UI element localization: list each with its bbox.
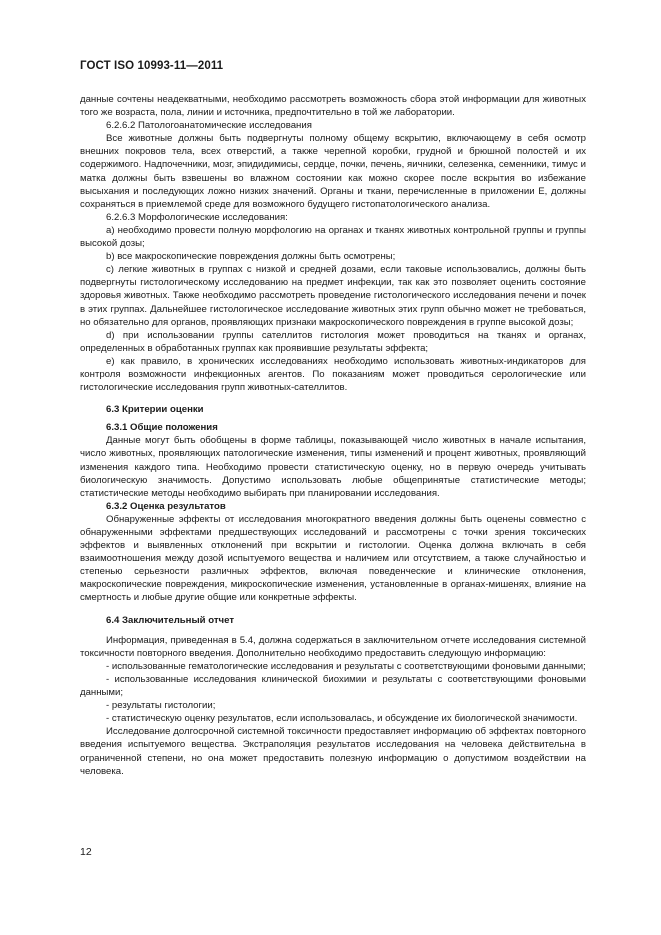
list-item: - статистическую оценку результатов, если использовалась, и обсуждение их биологической значимости. (106, 713, 578, 725)
paragraph: Обнаруженные эффекты от исследования многократного введения должны быть оценены совместно с обнаруженными эффектами предшествующих исследований и рассмотрены с точки зрения токсических эффектов и выявленных отклонений при вскрытии и гистологии. Оценка должна включать в себя взаимоотношения между дозой испытуемого вещества и наличием или отсутствием, а также случайностью и степенью серьезности различных эффектов, включая поведенческие и клинические отклонения, макроскопические повреждения, микроскопические изменения, установленные в органах-мишенях, влияние на смертность и любые другие общие или конкретные эффекты. (80, 513, 586, 604)
list-item: - результаты гистологии; (106, 700, 216, 712)
document-body (80, 93, 586, 778)
document-header: ГОСТ ISO 10993-11—2011 (80, 60, 224, 72)
section-heading: 6.3 Критерии оценки (106, 404, 204, 416)
list-item: b) все макроскопические повреждения должны быть осмотрены; (106, 251, 396, 263)
paragraph: Все животные должны быть подвергнуты полному общему вскрытию, включающему в себя осмотр внешних покровов тела, всех отверстий, а также черепной коробки, грудной и брюшной полостей и их содержимого. Надпочечники, мозг, эпидидимисы, сердце, почки, печень, яичники, селезенка, семенники, тимус и матка должны быть взвешены во влажном состоянии как можно скорее после вскрытия во избежание высыхания и последующих ложно низких значений. Органы и ткани, перечисленные в приложении Е, должны сохраняться в приемлемой среде для возможного будущего гистопатологического анализа. (80, 133, 586, 210)
list-item: а) необходимо провести полную морфологию на органах и тканях животных контрольной группы и группы высокой дозы; (80, 224, 586, 250)
list-item: с) легкие животных в группах с низкой и средней дозами, если таковые использовались, должны быть подвергнуты гистологическому исследованию на предмет инфекции, так как это позволяет оценить состояние здоровья животных. Также необходимо рассмотреть проведение гистологического исследования печени и почек в этих группах. Дальнейшее гистологическое исследование животных этих групп обычно может не требоваться, но обязательно для органов, проявляющих признаки макроскопического повреждения в группе высокой дозы; (80, 264, 586, 328)
list-item: d) при использовании группы сателлитов гистология может проводиться на тканях и органах, определенных в обработанных группах как проявившие результаты эффекта; (80, 329, 586, 354)
page-number: 12 (80, 846, 92, 858)
paragraph: данные сочтены неадекватными, необходимо рассмотреть возможность сбора этой информации для животных того же возраста, пола, линии и источника, предпочтительно в той же лаборатории. (80, 94, 586, 119)
section-heading: 6.2.6.3 Морфологические исследования: (106, 211, 288, 223)
paragraph: Данные могут быть обобщены в форме таблицы, показывающей число животных в начале испытания, число животных, проявляющих патологические изменения, типы изменений и процент животных, проявляющий изменения каждого типа. Необходимо провести статистическую оценку, но в первую очередь учитывать биологическую значимость. Допустимо использовать любые общепринятые статистические методы; статистические методы необходимо выбирать при планировании исследования. (80, 435, 586, 499)
list-item: - использованные гематологические исследования и результаты с соответствующими фоновыми данными; (106, 660, 586, 672)
subsection-heading: 6.3.1 Общие положения (106, 422, 218, 434)
paragraph: Информация, приведенная в 5.4, должна содержаться в заключительном отчете исследования системной токсичности повторного введения. Дополнительно необходимо предоставить следующую информацию: (80, 634, 586, 659)
section-heading: 6.4 Заключительный отчет (106, 614, 235, 626)
paragraph: Исследование долгосрочной системной токсичности предоставляет информацию об эффектах повторного введения испытуемого вещества. Экстраполяция результатов исследования на человека действительна в ограниченной степени, но она может предоставить полезную информацию о допустимом воздействии на человека. (80, 726, 586, 777)
list-item: - использованные исследования клинической биохимии и результаты с соответствующими фоновыми данными; (80, 673, 586, 699)
section-heading: 6.2.6.2 Патологоанатомические исследования (106, 120, 312, 132)
list-item: е) как правило, в хронических исследованиях необходимо использовать животных-индикаторов для контроля возможности инфекционных агентов. По показаниям может проводиться серологические или гистологические исследования групп животных-сателлитов. (80, 355, 586, 394)
subsection-heading: 6.3.2 Оценка результатов (106, 500, 226, 512)
